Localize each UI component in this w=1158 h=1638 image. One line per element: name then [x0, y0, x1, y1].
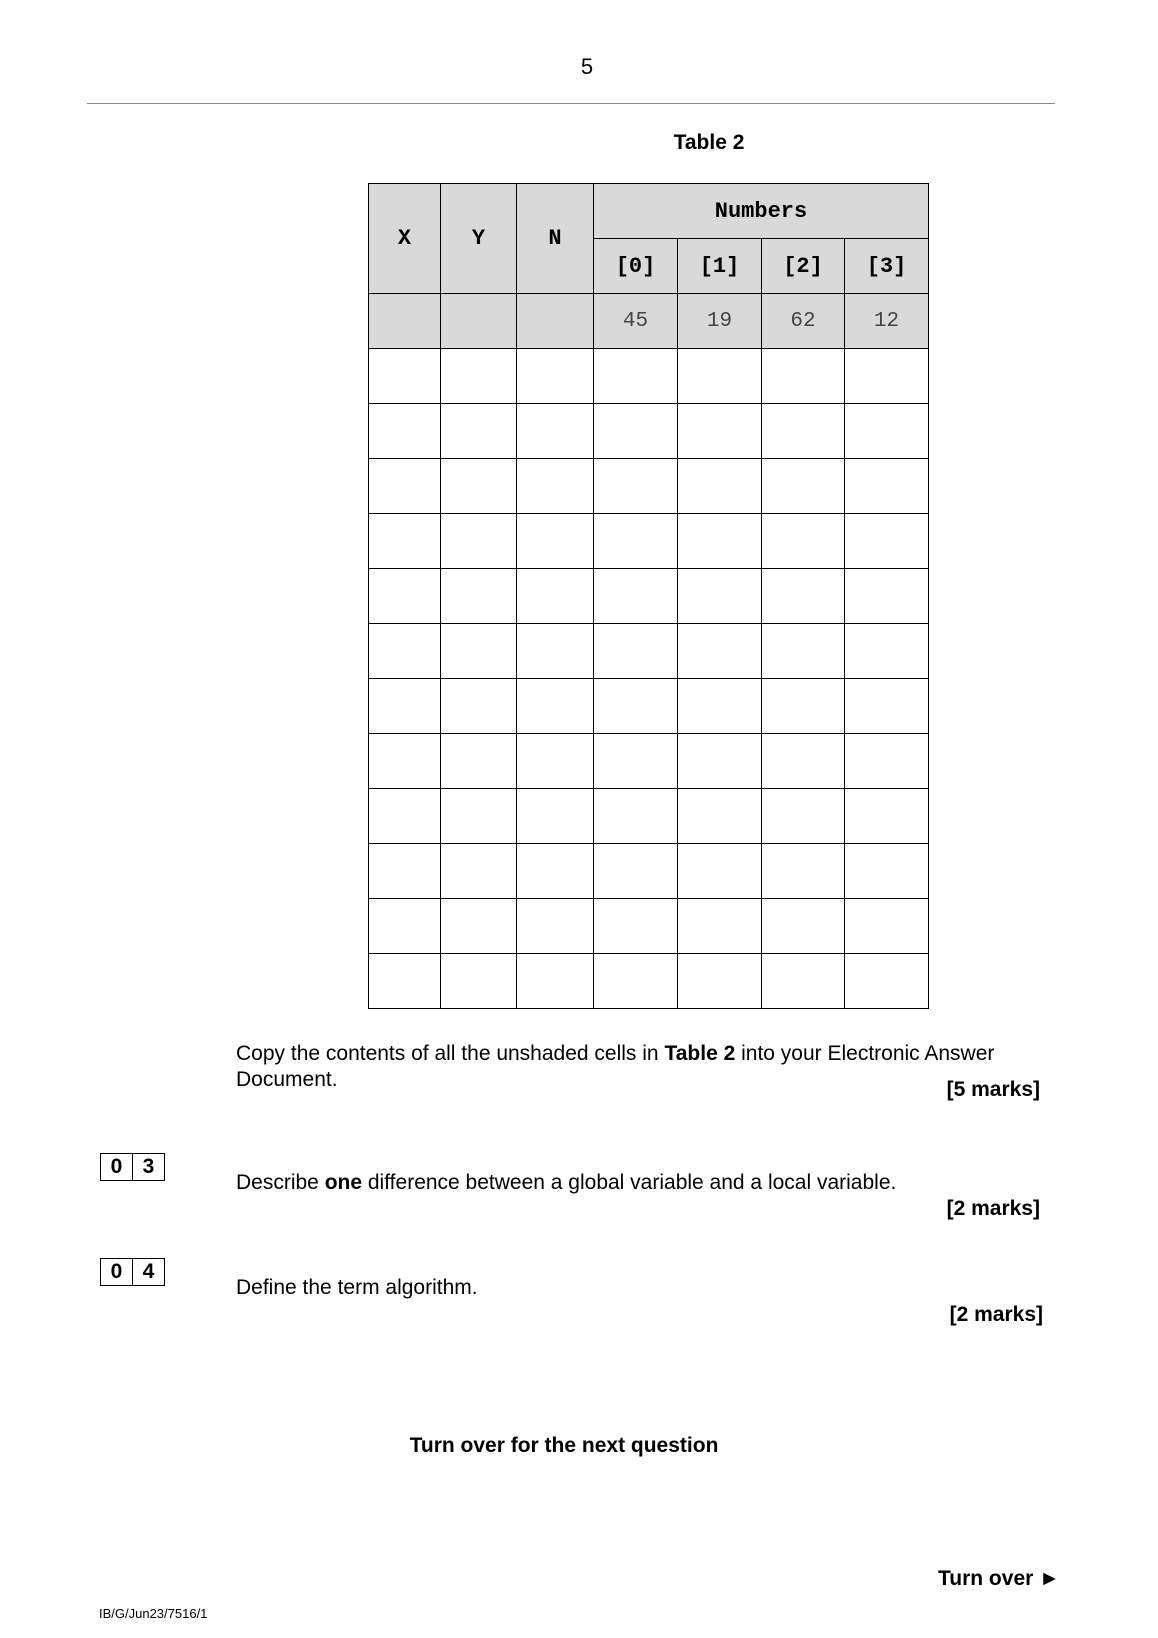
- initial-value-2: 62: [762, 294, 845, 349]
- answer-cell-numbers-3[interactable]: [845, 679, 929, 734]
- header-y: Y: [441, 184, 517, 294]
- answer-cell-numbers-0[interactable]: [594, 404, 678, 459]
- answer-row: [369, 734, 929, 789]
- question-02-instruction: [236, 1041, 1036, 1093]
- question-04-text: Define the term algorithm.: [236, 1276, 478, 1299]
- answer-cell-x[interactable]: [369, 954, 441, 1009]
- answer-row: [369, 844, 929, 899]
- answer-cell-x[interactable]: [369, 844, 441, 899]
- answer-cell-numbers-2[interactable]: [762, 679, 845, 734]
- table-title: Table 2: [673, 131, 745, 154]
- answer-cell-x[interactable]: [369, 899, 441, 954]
- shaded-n-cell: [517, 294, 594, 349]
- answer-row: [369, 404, 929, 459]
- header-n: N: [517, 184, 594, 294]
- answer-cell-y[interactable]: [441, 679, 517, 734]
- answer-cell-x[interactable]: [369, 789, 441, 844]
- instruction-table-ref: Table 2: [664, 1042, 736, 1065]
- answer-cell-numbers-0[interactable]: [594, 569, 678, 624]
- question-03-digit-2: 3: [133, 1153, 165, 1181]
- answer-cell-numbers-3[interactable]: [845, 514, 929, 569]
- answer-cell-numbers-1[interactable]: [678, 624, 762, 679]
- answer-cell-y[interactable]: [441, 899, 517, 954]
- answer-cell-n[interactable]: [517, 899, 594, 954]
- answer-cell-numbers-2[interactable]: [762, 514, 845, 569]
- answer-cell-x[interactable]: [369, 349, 441, 404]
- answer-cell-x[interactable]: [369, 679, 441, 734]
- header-index-0: [0]: [594, 239, 678, 294]
- instruction-text-2: into your Electronic Answer Document.: [236, 1042, 995, 1091]
- answer-cell-numbers-3[interactable]: [845, 954, 929, 1009]
- answer-cell-numbers-3[interactable]: [845, 844, 929, 899]
- answer-cell-numbers-0[interactable]: [594, 954, 678, 1009]
- question-03-marks: [2 marks]: [946, 1197, 1040, 1220]
- question-04-digit-2: 4: [133, 1258, 165, 1286]
- question-03-text-2: difference between a global variable and a local variable.: [362, 1171, 897, 1194]
- answer-cell-numbers-2[interactable]: [762, 569, 845, 624]
- answer-cell-numbers-1[interactable]: [678, 789, 762, 844]
- answer-cell-y[interactable]: [441, 569, 517, 624]
- shaded-y-cell: [441, 294, 517, 349]
- answer-cell-numbers-3[interactable]: [845, 789, 929, 844]
- answer-cell-numbers-1[interactable]: [678, 459, 762, 514]
- answer-cell-numbers-0[interactable]: [594, 789, 678, 844]
- answer-row: [369, 349, 929, 404]
- answer-cell-numbers-2[interactable]: [762, 349, 845, 404]
- header-index-2: [2]: [762, 239, 845, 294]
- answer-cell-x[interactable]: [369, 459, 441, 514]
- answer-cell-numbers-2[interactable]: [762, 734, 845, 789]
- answer-cell-numbers-2[interactable]: [762, 789, 845, 844]
- answer-row: [369, 624, 929, 679]
- answer-row: [369, 789, 929, 844]
- answer-cell-y[interactable]: [441, 954, 517, 1009]
- answer-cell-numbers-1[interactable]: [678, 844, 762, 899]
- answer-cell-numbers-1[interactable]: [678, 734, 762, 789]
- answer-cell-n[interactable]: [517, 349, 594, 404]
- paper-code: IB/G/Jun23/7516/1: [99, 1606, 208, 1621]
- instruction-text-1: Copy the contents of all the unshaded cells in: [236, 1042, 665, 1065]
- shaded-x-cell: [369, 294, 441, 349]
- trace-table: [368, 183, 929, 1009]
- answer-cell-n[interactable]: [517, 514, 594, 569]
- answer-cell-y[interactable]: [441, 349, 517, 404]
- answer-cell-numbers-0[interactable]: [594, 349, 678, 404]
- turn-over-next-question: Turn over for the next question: [409, 1434, 719, 1457]
- initial-value-3: 12: [845, 294, 929, 349]
- answer-cell-y[interactable]: [441, 734, 517, 789]
- answer-cell-y[interactable]: [441, 404, 517, 459]
- header-rule: [87, 103, 1055, 104]
- header-x: X: [369, 184, 441, 294]
- answer-cell-numbers-3[interactable]: [845, 349, 929, 404]
- question-04-number-box: [100, 1258, 165, 1286]
- page-number: 5: [580, 54, 594, 79]
- answer-cell-numbers-1[interactable]: [678, 899, 762, 954]
- answer-cell-numbers-1[interactable]: [678, 954, 762, 1009]
- answer-cell-numbers-1[interactable]: [678, 569, 762, 624]
- question-03-digit-1: 0: [100, 1153, 133, 1181]
- question-03-number-box: [100, 1153, 165, 1181]
- question-03-text-1: Describe: [236, 1171, 325, 1194]
- header-index-3: [3]: [845, 239, 929, 294]
- answer-cell-n[interactable]: [517, 844, 594, 899]
- answer-cell-y[interactable]: [441, 514, 517, 569]
- answer-cell-numbers-1[interactable]: [678, 679, 762, 734]
- answer-row: [369, 899, 929, 954]
- answer-cell-x[interactable]: [369, 569, 441, 624]
- answer-cell-numbers-2[interactable]: [762, 954, 845, 1009]
- answer-cell-numbers-0[interactable]: [594, 514, 678, 569]
- answer-cell-numbers-3[interactable]: [845, 404, 929, 459]
- answer-cell-y[interactable]: [441, 844, 517, 899]
- answer-cell-n[interactable]: [517, 569, 594, 624]
- answer-cell-y[interactable]: [441, 789, 517, 844]
- answer-cell-numbers-3[interactable]: [845, 624, 929, 679]
- answer-cell-numbers-1[interactable]: [678, 404, 762, 459]
- answer-cell-numbers-2[interactable]: [762, 459, 845, 514]
- initial-value-0: 45: [594, 294, 678, 349]
- answer-cell-numbers-2[interactable]: [762, 624, 845, 679]
- answer-cell-n[interactable]: [517, 459, 594, 514]
- initial-values-row: [369, 294, 929, 349]
- answer-cell-numbers-0[interactable]: [594, 679, 678, 734]
- answer-cell-n[interactable]: [517, 954, 594, 1009]
- answer-row: [369, 514, 929, 569]
- answer-cell-numbers-2[interactable]: [762, 899, 845, 954]
- answer-row: [369, 459, 929, 514]
- answer-cell-numbers-3[interactable]: [845, 569, 929, 624]
- question-04-marks: [2 marks]: [949, 1303, 1043, 1326]
- header-numbers: Numbers: [594, 184, 929, 239]
- question-04-digit-1: 0: [100, 1258, 133, 1286]
- answer-row: [369, 679, 929, 734]
- answer-cell-n[interactable]: [517, 404, 594, 459]
- answer-cell-numbers-2[interactable]: [762, 404, 845, 459]
- question-02-marks: [5 marks]: [946, 1078, 1040, 1101]
- question-03-text: [236, 1171, 896, 1195]
- answer-cell-n[interactable]: [517, 789, 594, 844]
- answer-cell-numbers-0[interactable]: [594, 459, 678, 514]
- initial-value-1: 19: [678, 294, 762, 349]
- answer-cell-numbers-2[interactable]: [762, 844, 845, 899]
- answer-cell-y[interactable]: [441, 459, 517, 514]
- answer-cell-numbers-3[interactable]: [845, 459, 929, 514]
- answer-cell-x[interactable]: [369, 514, 441, 569]
- answer-row: [369, 569, 929, 624]
- answer-cell-numbers-3[interactable]: [845, 899, 929, 954]
- answer-row: [369, 954, 929, 1009]
- answer-cell-numbers-3[interactable]: [845, 734, 929, 789]
- answer-cell-y[interactable]: [441, 624, 517, 679]
- answer-cell-x[interactable]: [369, 404, 441, 459]
- turn-over-label: Turn over ►: [938, 1567, 1060, 1590]
- header-index-1: [1]: [678, 239, 762, 294]
- answer-cell-numbers-0[interactable]: [594, 899, 678, 954]
- answer-cell-numbers-0[interactable]: [594, 734, 678, 789]
- answer-cell-x[interactable]: [369, 734, 441, 789]
- answer-cell-numbers-0[interactable]: [594, 844, 678, 899]
- answer-cell-numbers-1[interactable]: [678, 349, 762, 404]
- answer-cell-x[interactable]: [369, 624, 441, 679]
- answer-cell-n[interactable]: [517, 624, 594, 679]
- answer-cell-numbers-1[interactable]: [678, 514, 762, 569]
- question-03-emphasis: one: [324, 1171, 363, 1194]
- answer-cell-numbers-0[interactable]: [594, 624, 678, 679]
- answer-cell-n[interactable]: [517, 734, 594, 789]
- answer-cell-n[interactable]: [517, 679, 594, 734]
